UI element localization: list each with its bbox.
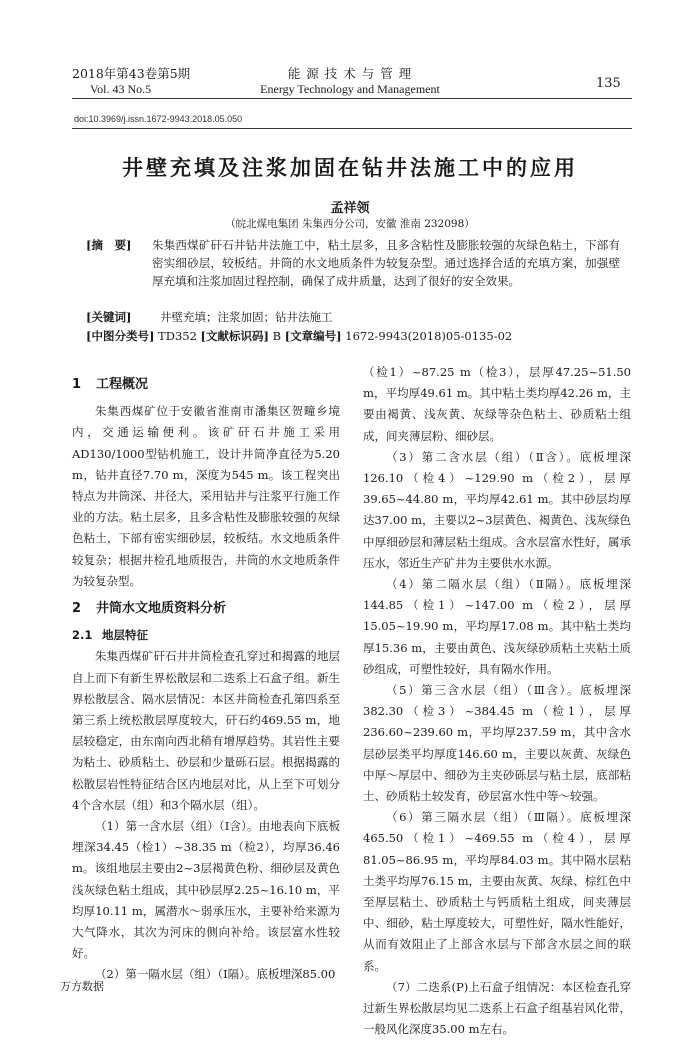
header-issue-en: Vol. 43 No.5 <box>90 82 152 96</box>
abstract-label: [摘 要] <box>86 238 132 252</box>
abstract-text: 朱集西煤矿矸石井钻井法施工中，粘土层多，且多含粘性及膨胀较强的灰绿色粘土，下部有密实细砂层，较板结。井筒的水文地质条件为较复杂型。通过选择合适的充填方案，加强壁厚充填和注浆加固过程控制，确保了成井质量，达到了很好的安全效果。 <box>152 238 620 288</box>
aquiclude-3-paragraph: （6）第三隔水层（组）（Ⅲ隔）。底板埋深465.50（检1）~469.55 m（检4），层厚81.05~86.95 m，平均厚84.03 m。其中隔水层粘土类平均厚76.15 m，主要由灰黄、灰绿、棕红色中至厚层粘土、砂质粘土与钙质粘土组成，间夹薄层中、细砂，粘土厚度较大，可塑性好，隔水性能好，从而有效阻止了上部含水层与下部含水层之间的联系。 <box>363 810 631 973</box>
section-2-heading: 2 井筒水文地质资料分析 <box>72 601 227 617</box>
header-page-number: 135 <box>596 76 621 91</box>
section-2-1-heading: 2.1 地层特征 <box>72 628 148 643</box>
aquiclude-1-continued: （检1）~87.25 m（检3），层厚47.25~51.50 m，平均厚49.61 m。其中粘土类均厚42.26 m，主要由褐黄、浅灰黄、灰绿等杂色粘土、砂质粘土组成，间夹薄层粉、细砂层。 <box>363 365 631 443</box>
doccode-label: [文献标识码] <box>200 329 269 343</box>
header-journal-en: Energy Technology and Management <box>260 82 440 96</box>
classification-line <box>86 327 512 345</box>
doi-rule <box>72 128 632 129</box>
class-label: [中图分类号] <box>86 329 155 343</box>
header-issue-cn: 2018年第43卷第5期 <box>72 66 191 81</box>
aquifer-3-paragraph: （5）第三含水层（组）（Ⅲ含）。底板埋深382.30（检3）~384.45 m（检1），层厚236.60~239.60 m，平均厚237.59 m，其中含水层砂层类平均厚度146.60 m，主要以灰黄、灰绿色中厚～厚层中、细砂为主夹砂砾层与粘土层，底部粘土、砂质粘土较发育，砂层富水性中等～较强。 <box>363 683 631 804</box>
section-2-1-paragraph: 朱集西煤矿矸石井井筒检查孔穿过和揭露的地层自上而下有新生界松散层和二迭系上石盒子组。新生界松散层含、隔水层情况：本区井筒检查孔第四系至第三系上统松散层厚度较大，矸石约469.55 m，地层较稳定，由东南向西北稍有增厚趋势。其岩性主要为粘土、砂质粘土、砂层和少量砾石层。根据揭露的松散层岩性特征结合区内地层对比，从上至下可划分4个含水层（组）和3个隔水层（组）。 <box>72 649 340 812</box>
aquifer-1-paragraph: （1）第一含水层（组）（Ⅰ含）。由地表向下底板埋深34.45（检1）~38.35 m（检2），均厚36.46 m。该组地层主要由2~3层褐黄色粉、细砂层及黄色浅灰绿色粘土组成，其中砂层厚2.25~16.10 m，平均厚10.11 m，属潜水～弱承压水，主要补给来源为大气降水，其次为河床的侧向补给。该层富水性较好。 <box>72 819 340 961</box>
author: 孟祥领 <box>330 201 370 216</box>
footer-source: 万方数据 <box>60 980 104 993</box>
header-rule <box>72 98 632 99</box>
doccode-value: B <box>272 329 282 343</box>
doi: doi:10.3969/j.issn.1672-9943.2018.05.050 <box>74 114 243 124</box>
articleno-label: [文章编号] <box>284 329 342 343</box>
affiliation: （皖北煤电集团 朱集西分公司，安徽 淮南 232098） <box>225 218 475 230</box>
aquiclude-1-paragraph: （2）第一隔水层（组）（Ⅰ隔）。底板埋深85.00 <box>95 967 336 982</box>
class-value: TD352 <box>158 329 197 343</box>
section-1-heading: 1 工程概况 <box>72 377 149 392</box>
article-title: 井壁充填及注浆加固在钻井法施工中的应用 <box>122 156 578 180</box>
aquifer-2-paragraph: （3）第二含水层（组）（Ⅱ含）。底板埋深126.10（检4）~129.90 m（检2），层厚39.65~44.80 m，平均厚42.61 m。其中砂层均厚达37.00 m，主要以2~3层黄色、褐黄色、浅灰绿色中厚细砂层和薄层粘土组成。含水层富水性好，属承压水，邻近生产矿井为主要供水水源。 <box>363 449 631 570</box>
section-1-paragraph: 朱集西煤矿位于安徽省淮南市潘集区贺疃乡境内，交通运输便利。该矿矸石井施工采用AD130/1000型钻机施工，设计井筒净直径为5.20 m，钻井直径7.70 m，深度为545 m。该工程突出特点为井筒深、井径大，采用钻井与注浆平行施工作业的方法。粘土层多，且多含粘性及膨胀较强的灰绿色粘土，下部有密实细砂层，较板结。水文地质条件较复杂；根据井检孔地质报告，井筒的水文地质条件为较复杂型。 <box>72 404 340 588</box>
aquiclude-2-paragraph: （4）第二隔水层（组）（Ⅱ隔）。底板埋深144.85（检1）~147.00 m（检2），层厚15.05~19.90 m，平均厚17.08 m。其中粘土类均厚15.36 m，主要由黄色、浅灰绿砂质粘土夹粘土质砂组成，可塑性较好，具有隔水作用。 <box>363 577 631 676</box>
keywords-text: 井壁充填；注浆加固；钻井法施工 <box>160 310 333 324</box>
articleno-value: 1672-9943(2018)05-0135-02 <box>345 329 513 343</box>
permian-paragraph: （7）二迭系(P)上石盒子组情况：本区检查孔穿过新生界松散层均见二迭系上石盒子组基岩风化带，一般风化深度35.00 m左右。 <box>363 979 631 1037</box>
left-column <box>72 368 340 986</box>
right-column <box>363 362 631 1041</box>
header-journal-cn: 能 源 技 术 与 管 理 <box>287 66 413 81</box>
keywords-label: [关键词] <box>86 310 132 324</box>
